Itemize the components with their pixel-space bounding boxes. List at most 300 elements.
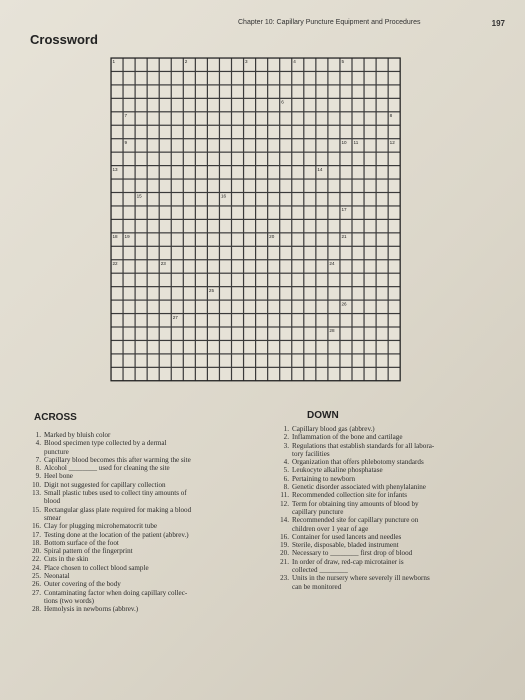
grid-cell[interactable] [304,99,315,111]
grid-cell[interactable] [341,341,352,353]
grid-cell[interactable] [184,274,195,286]
grid-cell[interactable] [208,260,219,272]
grid-cell[interactable] [244,314,255,326]
grid-cell[interactable] [353,368,364,380]
grid-cell[interactable] [353,355,364,367]
grid-cell[interactable] [365,153,376,165]
grid-cell[interactable] [244,166,255,178]
grid-cell[interactable] [208,368,219,380]
grid-cell[interactable] [136,220,147,232]
grid-cell[interactable] [316,328,327,340]
grid-cell[interactable] [329,99,340,111]
grid-cell[interactable] [365,207,376,219]
grid-cell[interactable] [232,314,243,326]
grid-cell[interactable] [353,59,364,71]
grid-cell[interactable] [172,220,183,232]
grid-cell[interactable] [365,193,376,205]
grid-cell[interactable] [124,368,135,380]
grid-cell[interactable] [292,126,303,138]
grid-cell[interactable] [160,99,171,111]
grid-cell[interactable] [112,86,123,98]
grid-cell[interactable] [292,72,303,84]
grid-cell[interactable] [365,355,376,367]
grid-cell[interactable] [244,233,255,245]
grid-cell[interactable] [280,72,291,84]
grid-cell[interactable] [292,207,303,219]
grid-cell[interactable] [377,220,388,232]
grid-cell[interactable] [304,247,315,259]
grid-cell[interactable] [377,355,388,367]
grid-cell[interactable] [172,355,183,367]
grid-cell[interactable] [316,112,327,124]
grid-cell[interactable] [256,220,267,232]
grid-cell[interactable] [304,355,315,367]
grid-cell[interactable] [136,126,147,138]
grid-cell[interactable] [244,287,255,299]
grid-cell[interactable] [377,328,388,340]
grid-cell[interactable] [268,99,279,111]
grid-cell[interactable] [184,287,195,299]
grid-cell[interactable] [256,99,267,111]
grid-cell[interactable] [377,247,388,259]
grid-cell[interactable] [389,233,400,245]
grid-cell[interactable] [160,287,171,299]
grid-cell[interactable] [232,166,243,178]
grid-cell[interactable] [124,126,135,138]
grid-cell[interactable] [208,220,219,232]
grid-cell[interactable] [136,314,147,326]
grid-cell[interactable] [196,301,207,313]
grid-cell[interactable] [256,355,267,367]
grid-cell[interactable] [377,368,388,380]
grid-cell[interactable] [196,368,207,380]
grid-cell[interactable] [160,314,171,326]
grid-cell[interactable] [377,72,388,84]
grid-cell[interactable] [196,112,207,124]
grid-cell[interactable] [148,314,159,326]
grid-cell[interactable] [268,368,279,380]
grid-cell[interactable] [232,301,243,313]
grid-cell[interactable] [353,112,364,124]
grid-cell[interactable] [316,287,327,299]
grid-cell[interactable] [196,139,207,151]
grid-cell[interactable] [316,233,327,245]
grid-cell[interactable] [256,72,267,84]
grid-cell[interactable] [136,72,147,84]
grid-cell[interactable] [304,72,315,84]
grid-cell[interactable] [148,99,159,111]
grid-cell[interactable] [220,166,231,178]
grid-cell[interactable] [292,233,303,245]
grid-cell[interactable] [184,328,195,340]
grid-cell[interactable] [389,341,400,353]
grid-cell[interactable] [208,112,219,124]
grid-cell[interactable] [280,341,291,353]
grid-cell[interactable] [353,274,364,286]
grid-cell[interactable] [389,153,400,165]
grid-cell[interactable] [172,126,183,138]
grid-cell[interactable] [353,153,364,165]
grid-cell[interactable] [172,193,183,205]
grid-cell[interactable] [220,139,231,151]
grid-cell[interactable] [244,368,255,380]
grid-cell[interactable] [268,59,279,71]
grid-cell[interactable] [268,247,279,259]
grid-cell[interactable] [184,112,195,124]
grid-cell[interactable] [280,207,291,219]
grid-cell[interactable] [280,355,291,367]
grid-cell[interactable] [184,341,195,353]
grid-cell[interactable] [353,220,364,232]
grid-cell[interactable] [148,59,159,71]
grid-cell[interactable] [136,86,147,98]
grid-cell[interactable] [196,260,207,272]
grid-cell[interactable] [244,328,255,340]
grid-cell[interactable] [377,301,388,313]
grid-cell[interactable] [329,72,340,84]
grid-cell[interactable] [208,180,219,192]
grid-cell[interactable] [280,166,291,178]
grid-cell[interactable] [172,274,183,286]
grid-cell[interactable] [329,59,340,71]
grid-cell[interactable] [292,193,303,205]
grid-cell[interactable] [316,126,327,138]
grid-cell[interactable] [365,220,376,232]
grid-cell[interactable] [389,99,400,111]
grid-cell[interactable] [268,341,279,353]
grid-cell[interactable] [316,260,327,272]
grid-cell[interactable] [256,341,267,353]
grid-cell[interactable] [208,99,219,111]
grid-cell[interactable] [220,328,231,340]
grid-cell[interactable] [316,99,327,111]
grid-cell[interactable] [160,368,171,380]
grid-cell[interactable] [341,220,352,232]
grid-cell[interactable] [316,247,327,259]
grid-cell[interactable] [136,341,147,353]
grid-cell[interactable] [329,341,340,353]
grid-cell[interactable] [292,139,303,151]
grid-cell[interactable] [232,287,243,299]
grid-cell[interactable] [160,301,171,313]
grid-cell[interactable] [112,355,123,367]
grid-cell[interactable] [148,193,159,205]
grid-cell[interactable] [256,180,267,192]
grid-cell[interactable] [232,207,243,219]
grid-cell[interactable] [256,112,267,124]
grid-cell[interactable] [148,233,159,245]
grid-cell[interactable] [124,220,135,232]
grid-cell[interactable] [304,112,315,124]
grid-cell[interactable] [268,166,279,178]
grid-cell[interactable] [341,193,352,205]
grid-cell[interactable] [148,180,159,192]
grid-cell[interactable] [256,139,267,151]
grid-cell[interactable] [389,328,400,340]
grid-cell[interactable] [160,193,171,205]
grid-cell[interactable] [341,328,352,340]
grid-cell[interactable] [136,166,147,178]
grid-cell[interactable] [136,180,147,192]
grid-cell[interactable] [136,233,147,245]
grid-cell[interactable] [184,314,195,326]
grid-cell[interactable] [268,260,279,272]
grid-cell[interactable] [232,341,243,353]
grid-cell[interactable] [268,220,279,232]
grid-cell[interactable] [244,153,255,165]
grid-cell[interactable] [136,328,147,340]
grid-cell[interactable] [112,193,123,205]
grid-cell[interactable] [184,247,195,259]
grid-cell[interactable] [244,301,255,313]
grid-cell[interactable] [112,287,123,299]
grid-cell[interactable] [268,287,279,299]
grid-cell[interactable] [196,274,207,286]
grid-cell[interactable] [316,341,327,353]
grid-cell[interactable] [304,153,315,165]
grid-cell[interactable] [148,328,159,340]
grid-cell[interactable] [268,153,279,165]
grid-cell[interactable] [353,314,364,326]
grid-cell[interactable] [341,274,352,286]
grid-cell[interactable] [232,368,243,380]
grid-cell[interactable] [220,220,231,232]
grid-cell[interactable] [220,301,231,313]
grid-cell[interactable] [280,274,291,286]
grid-cell[interactable] [172,260,183,272]
grid-cell[interactable] [160,247,171,259]
grid-cell[interactable] [292,328,303,340]
grid-cell[interactable] [365,328,376,340]
grid-cell[interactable] [377,166,388,178]
grid-cell[interactable] [353,207,364,219]
grid-cell[interactable] [124,314,135,326]
grid-cell[interactable] [160,274,171,286]
grid-cell[interactable] [160,59,171,71]
grid-cell[interactable] [304,166,315,178]
grid-cell[interactable] [280,301,291,313]
grid-cell[interactable] [160,355,171,367]
grid-cell[interactable] [304,314,315,326]
grid-cell[interactable] [112,112,123,124]
grid-cell[interactable] [280,247,291,259]
grid-cell[interactable] [316,355,327,367]
grid-cell[interactable] [148,341,159,353]
grid-cell[interactable] [136,139,147,151]
grid-cell[interactable] [365,301,376,313]
grid-cell[interactable] [196,341,207,353]
grid-cell[interactable] [316,72,327,84]
grid-cell[interactable] [244,355,255,367]
grid-cell[interactable] [316,368,327,380]
grid-cell[interactable] [353,287,364,299]
grid-cell[interactable] [208,72,219,84]
grid-cell[interactable] [353,72,364,84]
grid-cell[interactable] [220,247,231,259]
grid-cell[interactable] [112,220,123,232]
grid-cell[interactable] [329,193,340,205]
grid-cell[interactable] [316,86,327,98]
grid-cell[interactable] [365,274,376,286]
grid-cell[interactable] [208,139,219,151]
grid-cell[interactable] [280,260,291,272]
grid-cell[interactable] [208,328,219,340]
grid-cell[interactable] [353,126,364,138]
grid-cell[interactable] [377,180,388,192]
grid-cell[interactable] [377,99,388,111]
grid-cell[interactable] [112,328,123,340]
grid-cell[interactable] [124,287,135,299]
grid-cell[interactable] [365,233,376,245]
grid-cell[interactable] [172,247,183,259]
grid-cell[interactable] [341,287,352,299]
grid-cell[interactable] [389,180,400,192]
grid-cell[interactable] [256,86,267,98]
grid-cell[interactable] [172,233,183,245]
grid-cell[interactable] [244,99,255,111]
grid-cell[interactable] [184,126,195,138]
grid-cell[interactable] [280,59,291,71]
grid-cell[interactable] [172,207,183,219]
grid-cell[interactable] [256,328,267,340]
grid-cell[interactable] [389,287,400,299]
grid-cell[interactable] [304,260,315,272]
grid-cell[interactable] [256,314,267,326]
grid-cell[interactable] [353,193,364,205]
grid-cell[interactable] [256,166,267,178]
grid-cell[interactable] [268,314,279,326]
grid-cell[interactable] [304,368,315,380]
grid-cell[interactable] [220,287,231,299]
grid-cell[interactable] [365,99,376,111]
grid-cell[interactable] [292,180,303,192]
grid-cell[interactable] [172,301,183,313]
grid-cell[interactable] [329,314,340,326]
grid-cell[interactable] [124,341,135,353]
grid-cell[interactable] [304,126,315,138]
grid-cell[interactable] [256,233,267,245]
grid-cell[interactable] [304,328,315,340]
grid-cell[interactable] [148,287,159,299]
grid-cell[interactable] [389,86,400,98]
grid-cell[interactable] [377,260,388,272]
grid-cell[interactable] [304,207,315,219]
grid-cell[interactable] [124,301,135,313]
grid-cell[interactable] [341,314,352,326]
grid-cell[interactable] [196,193,207,205]
grid-cell[interactable] [316,180,327,192]
grid-cell[interactable] [304,274,315,286]
grid-cell[interactable] [160,86,171,98]
grid-cell[interactable] [377,207,388,219]
grid-cell[interactable] [232,233,243,245]
grid-cell[interactable] [112,314,123,326]
grid-cell[interactable] [280,287,291,299]
grid-cell[interactable] [389,59,400,71]
grid-cell[interactable] [160,180,171,192]
grid-cell[interactable] [365,180,376,192]
grid-cell[interactable] [196,328,207,340]
grid-cell[interactable] [389,301,400,313]
grid-cell[interactable] [268,274,279,286]
grid-cell[interactable] [292,166,303,178]
grid-cell[interactable] [208,166,219,178]
grid-cell[interactable] [220,260,231,272]
grid-cell[interactable] [389,260,400,272]
grid-cell[interactable] [208,233,219,245]
grid-cell[interactable] [232,86,243,98]
grid-cell[interactable] [353,260,364,272]
grid-cell[interactable] [196,153,207,165]
grid-cell[interactable] [316,207,327,219]
grid-cell[interactable] [184,355,195,367]
grid-cell[interactable] [389,314,400,326]
grid-cell[interactable] [244,86,255,98]
grid-cell[interactable] [365,59,376,71]
grid-cell[interactable] [256,260,267,272]
grid-cell[interactable] [160,139,171,151]
grid-cell[interactable] [112,368,123,380]
grid-cell[interactable] [184,139,195,151]
grid-cell[interactable] [112,153,123,165]
grid-cell[interactable] [136,301,147,313]
grid-cell[interactable] [292,112,303,124]
grid-cell[interactable] [124,99,135,111]
grid-cell[interactable] [244,260,255,272]
grid-cell[interactable] [316,153,327,165]
grid-cell[interactable] [304,180,315,192]
grid-cell[interactable] [365,260,376,272]
grid-cell[interactable] [172,99,183,111]
grid-cell[interactable] [184,207,195,219]
grid-cell[interactable] [148,207,159,219]
grid-cell[interactable] [377,153,388,165]
grid-cell[interactable] [244,112,255,124]
grid-cell[interactable] [148,126,159,138]
grid-cell[interactable] [353,247,364,259]
grid-cell[interactable] [304,301,315,313]
grid-cell[interactable] [280,139,291,151]
grid-cell[interactable] [329,139,340,151]
grid-cell[interactable] [329,355,340,367]
grid-cell[interactable] [148,166,159,178]
grid-cell[interactable] [220,153,231,165]
grid-cell[interactable] [268,72,279,84]
grid-cell[interactable] [112,99,123,111]
grid-cell[interactable] [196,287,207,299]
grid-cell[interactable] [377,86,388,98]
grid-cell[interactable] [329,126,340,138]
grid-cell[interactable] [341,86,352,98]
grid-cell[interactable] [148,86,159,98]
grid-cell[interactable] [353,328,364,340]
grid-cell[interactable] [329,180,340,192]
grid-cell[interactable] [341,180,352,192]
grid-cell[interactable] [124,153,135,165]
grid-cell[interactable] [341,99,352,111]
grid-cell[interactable] [329,112,340,124]
grid-cell[interactable] [160,341,171,353]
grid-cell[interactable] [329,247,340,259]
grid-cell[interactable] [268,355,279,367]
grid-cell[interactable] [244,274,255,286]
grid-cell[interactable] [304,341,315,353]
grid-cell[interactable] [292,220,303,232]
grid-cell[interactable] [353,341,364,353]
grid-cell[interactable] [196,166,207,178]
grid-cell[interactable] [172,139,183,151]
grid-cell[interactable] [377,139,388,151]
